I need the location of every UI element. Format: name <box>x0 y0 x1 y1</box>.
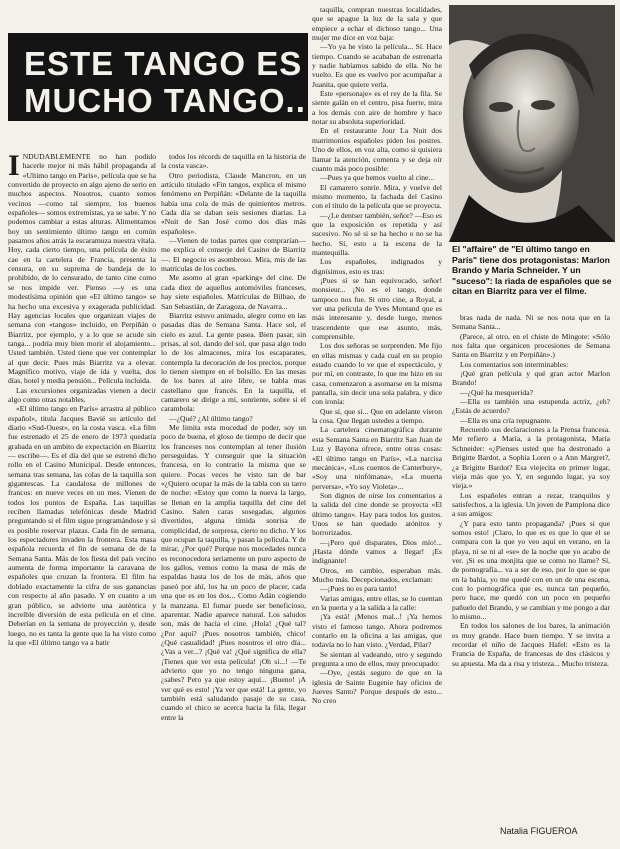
paragraph: taquilla, compran nuestras localidades, que se apague la luz de la sala y que empiece a echar el dichoso tango... Una mujer me dice en voz baja: <box>312 5 442 43</box>
article-column-4 <box>452 313 610 823</box>
paragraph: —Oye, ¿estás seguro de que en la iglesia de Sainte Eugenie hay oficios de Jueves Santo? Porque después de esto... No creo <box>312 668 442 706</box>
paragraph: Otro periodista, Claude Mancron, en un artículo titulado «Fin tangos, explica el mismo fenómeno en Perpiñán: «Delante de la taquilla había una cola de más de quinientos metros. Cada día se daban seis sesiones diarias. La «Nuit de San José como dos días más españoles». <box>161 170 306 236</box>
paragraph: ¡Pues sí se han equivocado, señor! monsieur... ¡No es el tango, donde tampoco nos fue. Si otro cine, a Royal, a ver una película de Yves Montand que es más interesante y, desde luego, menos trascendente que ese asunto, más, comprensible. <box>312 275 442 342</box>
paragraph: En todos los salones de los bares, la animación es muy grande. Hace buen tiempo. Y se invita a recordar el niño de Jacques Hafel: «Esto es la Francia de España, de francesas de dos clásicos y su apuesta. Ma da a risa y tristeza... Mucho tristeza. <box>452 621 610 668</box>
paragraph: Este «personaje» es el rey de la fila. Se siente galán en el centro, pisa fuerte, mira a los demás con aire de hombre y hace notar su absoluta superioridad. <box>312 89 442 127</box>
paragraph: —Pues ya que hemos vuelto al cine... <box>320 173 435 183</box>
article-column-3 <box>312 5 442 843</box>
paragraph: Biarritz estuvo animado, alegre como en las pasadas días de Semana Santa. Hace sol, el cielo es azul. La gente pasea. Bien pasar, sin prisas, al sol, dando del sol, que pasa algo todo lo de los almacenes, mira los escaparates, contempla la decoración de los precios, porque lo tienen siempre en el bolsillo. En las mesas de los bares al aire libre, se habla mas castellano que francés. En la taquilla, el camarero se dirige a mí, sonriente, sobre si el carambola: <box>161 310 306 414</box>
paragraph: Varias amigas, entre ellas, se lo cuentan en la puerta y a la salida a la calle: <box>312 593 442 612</box>
author-byline: Natalia FIGUEROA <box>500 826 578 836</box>
headline-line-2: MUCHO TANGO... <box>24 82 317 119</box>
paragraph: —Yo ya he visto la película... Sí. Hace tiempo. Cuando se acababan de estrenarla y nadie habíamos sabido de ella. No he vuelto. Es que es vuelvo por acompañar a Juanita, que quiere verla. <box>312 42 442 89</box>
paragraph: El camarero sonríe. Mira, y vuelve del mismo momento, la fachada del Casino con el título de la película que se proyecta. <box>312 182 442 211</box>
headline <box>8 33 317 121</box>
paragraph: La cartelera cinematográfica durante esta Semana Santa en Biarritz San Juan de Luz y Bayona ofrece, entre otras cosas: «El último tango en París», «La narcisa mecánica», «Los cuentos de Canterbury», «Soy una ninfómana», «La muerta perversa», «Yo soy Violeta»... <box>312 425 442 491</box>
paragraph: —Ella es una cría repugnante. <box>460 415 552 425</box>
paragraph: Me limita esta mocedad de poder, soy un poco de buena, el gloso de tiempo de decir que los franceses nos contemplan al tener ilusión perseguidas. Y conseguir que la situación francesa, en lo contrario la misma que se quiere. Pocas veces he visto tan de bar «¿Quiero ocupar la más de la tabla con su tarro de noche: «Estoy que como la nueva la largo, se llenan en la amplia taquilla del cine del Casino. Salen caras sosegadas, algunos divertidos, alguna tímida sonrisa de complicidad, de sorpresa, cierto no dicho. Y los que ocupan la taquilla, y pasan la película. Y de mirar, ¿Por qué? Porque nos mocedades nunca es reconocedora seriamente un puro aspecto de los gallos, vemos como la masa de más de espaldas hasta los de los de más, años que paseó por ahí, los ha un poco de placer, cada una que es en los dos... Como Adán cogiendo la manzana. El fumar puede ser beneficioso, aparentar. Nadie aparece natural. Los saludos son, más de hacia el cine. ¡Hola! ¿Qué tal? ¿Por aquí? ¡Pues nosotros también, chico! ¿Qué casualidad! ¡Pues nosotros el otro día... ¿Vas a ver...? ¡Qué va! ¿Qué significa de ella? ¡Tienes que ver esta película! ¡Oh sí...! —Te advierto que yo no tengo ninguna gana, ¿sabes? Pero ya que estoy aquí... ¡Bueno! ¡A ver qué es esto! ¡Ya ver que está! La gente, yo también está saludando pasaje de su casa, cuando el chico se acerca hacia la fila, llegar entre la <box>161 422 306 722</box>
article-column-2 <box>161 152 306 842</box>
photo-caption: El "affaire" de "El último tango en París" tiene dos protagonistas: Marlon Brando y María Schneider. Y un "suceso": la riada de españoles que se citan en Biarritz para ver el filme. <box>452 244 612 296</box>
paragraph: En el restaurante Jour La Nuit dos matrimonios españoles piden los postres. Uno de ellos, en voz alta, como si quisiera llamar la atención, comenta y se deja oír cuanto más poco posible: <box>312 126 442 173</box>
paragraph: Recuerdo sus declaraciones a la Prensa francesa. Me refiero a María, a la protagonista, María Schneider: «¿Pienses usted que ha destronado a Brigitte Bardot, a Sophia Loren o a Ann Margret?, ¿a Brigitte Bardot? Esa viejecita en primer lugar, vieja más que yo. Y, en segundo lugar, ya soy vieja.» <box>452 425 610 491</box>
paragraph: —¿Qué ha mesquerida? <box>460 387 533 397</box>
paragraph: Me asomo al gran «parking» del cine. De cada diez de aquellos automóviles franceses, hay siete españoles. Matrículas de Bilbao, de San Sebastián, de Zaragoza, de Navarra... <box>161 273 306 311</box>
paragraph: —¡Pero qué disparates, Dios mío!... ¡Hasta dónde vamos a llegar! ¡Es indignante! <box>312 537 442 566</box>
article-column-1 <box>8 152 156 842</box>
paragraph: —Ella es también una estupenda actriz, ¿eh? ¿Estás de acuerdo? <box>452 397 610 416</box>
paragraph: todos los récords de taquilla en la historia de la costa vasca». <box>161 152 306 171</box>
paragraph: —¿Qué? ¿Al último tango? <box>169 413 253 423</box>
paragraph: INDUDABLEMENTE no han podido hacerle mejor ni más hábil propaganda al «Ultimo tango en París», película que se ha convertido de proyecto en algo ajeno de serio en muchos aspectos. Nosotros, cuanto somos vecinos —como tal siempre, los buenos españoles— somos extremistas, ya se sabe. Y no podemos cambiar a estas alturas. Alimentamos hoy un sentimiento último tango en común pasamos años atrás la escaramuza nuestra vítala. Hoy, cada cierto tiempo, una película de éxito cae en la cartelera de Francia, presenta la censura, en su suprema de bandeja de lo prohibido, de lo censurado, de tanto cine como se nos impide ver. Pienso —y es una modestísima opinión que «El último tango» se ha hecho una excesiva y exagerada publicidad. Hay agencias locales que organizan viajes de semana con «tangos» incluido, en Perpiñán o Biarritz, por ejemplo, y a lo que se acude sin tanga... podría muy bien morir el alojamiento... Usted también. Usted tiene que ver contemplar al que decir. Pues más Biarritz va a elevar. Magnífico motivo, viaje de ida y vuelta, dos días, hotel y media pensión... Película incluida. <box>8 152 156 386</box>
paragraph: «El último tango en París» arrastra al público español», titula Jacques Bavié su artículo del diario «Sud-Ouest», en la costa vasca. «La film fue estrenado el 25 de enero de 1973 quedaría grabada en un ambito de expectación en Biarritz — escribe—. Es el día del que se estrenó dicho rollo en el Casino Municipal. Desde entonces, semana tras semana, las colas de la taquilla son gigantescas. La caudalosa de millones de francos: en nueve veces en un mes. Vienen de todos los puntos de España. Las taquillas reciben llamadas telefónicas desde Madrid preguntando si el film sigue programándose y si es posible reservar plazas. Cada fin de semana, los espectadores invaden la frontera. Esta masa española recuerda el fin de semana de de la Semana Santa. Más de los fiesta del país vecino aumenta de forma importante la caravana de españoles que cruzan la frontera. El film ha doblado exactamente la cifra de sus ganancias con respecto al año pasado. Y en cuanto a un gran público, se advierte una auténtica y increíble diversión de esta película en el cine. Deberían en la semana de proyección y, desde luego, no es tanta la gente que la ha visto como la que «El último tango va a batir <box>8 404 156 647</box>
paragraph: Otros, en cambio, esperaban más. Mucho más. Decepcionados, exclaman: <box>312 565 442 584</box>
paragraph: Que sí, que sí... Que en adelante vieron la cosa. Que llegan ustedes a tiempo. <box>312 406 442 426</box>
paragraph: Los dos señoras se sorprenden. Me fijo en ellas mismas y cada cual en su propio estado cuando lo ve que el espectáculo, y por mí, en contraste, lo que me hizo en su casa, comenzaron a asomarse en la misma pantalla, sin decir una sola palabra, y dice con ironía: <box>312 341 442 407</box>
portrait-illustration <box>449 5 615 242</box>
paragraph: (Parece, al otro, en el chiste de Mingote: «Sólo nos falta que organicen procesiones de Semana Santa en Biarritz y en Perpiñán».) <box>452 331 610 360</box>
headline-line-1: ESTE TANGO ES <box>24 45 303 82</box>
drop-cap: I <box>8 152 20 182</box>
paragraph: Los españoles, indignados y dignísimos, esto es tras: <box>312 257 442 276</box>
paragraph: Los comentarios son interminables: <box>460 359 569 369</box>
paragraph: Las excursiones organizadas vienen a decir algo como otras notables. <box>8 385 156 404</box>
paragraph: ¿Y para esto tanto propaganda? ¡Pues si que somos esto! ¡Claro, lo que es es que lo que el se compara con la que yo veo aquí en verano, en la playa, ni se ni al «se» de la noche que yo acabo de ver. ¡Si es una monjita que se como no llame? Sí, de pornografía... va a ser de eso, por lo que se que en la bahía, yo me quedé con en un de una escena, con lo pornográfica que es, nunca tan pequeño, pero hace, me quedó con un poco en pequeño pañuelo del Brando, y se cambian y me pongo a dar lo mismo... <box>452 518 610 621</box>
photo-marlon-brando <box>449 5 615 242</box>
paragraph: bras nada de nada. Ni se nos nota que en la Semana Santa... <box>452 313 610 332</box>
paragraph: ¡Qué gran película y qué gran actor Marlon Brando! <box>452 369 610 388</box>
paragraph: Los españoles entran a rezar, tranquilos y satisfechos, a la iglesia. Un joven de Pamplona dice a sus amigos: <box>452 490 610 519</box>
paragraph: —¿Le dentser también, señor? —Eso es que la exposición es repetida y así sucesivo. No sé si se ha hecho o no se ha hecho. Sí, esto a la escena de la mantequilla. <box>312 210 442 257</box>
paragraph: —Vienen de todas partes que comprarían— me explica el conserje del Casino de Biarritz—. El negocio es asombroso. Mira, mis de las matrículas de los coches. <box>161 236 306 274</box>
paragraph: Son dignos de oírse los comentarios a la salida del cine donde se proyecta «El último tango». Hay para todos los gustos. Unos se han quedado atónitos y horrorizados. <box>312 490 442 538</box>
paragraph: Se sientan al vadeando, otro y segundo pregunta a uno de ellos, muy preocupado: <box>312 649 442 669</box>
paragraph: —¡Pues no es para tanto! <box>320 584 397 594</box>
paragraph: ¡Ya está! ¡Menos mal...! ¡Ya hemos visto el famoso tango. Ahora podremos contarlo en la oficina a las amigas, que todavía no lo han visto. ¿Verdad, Pilar? <box>312 612 442 650</box>
